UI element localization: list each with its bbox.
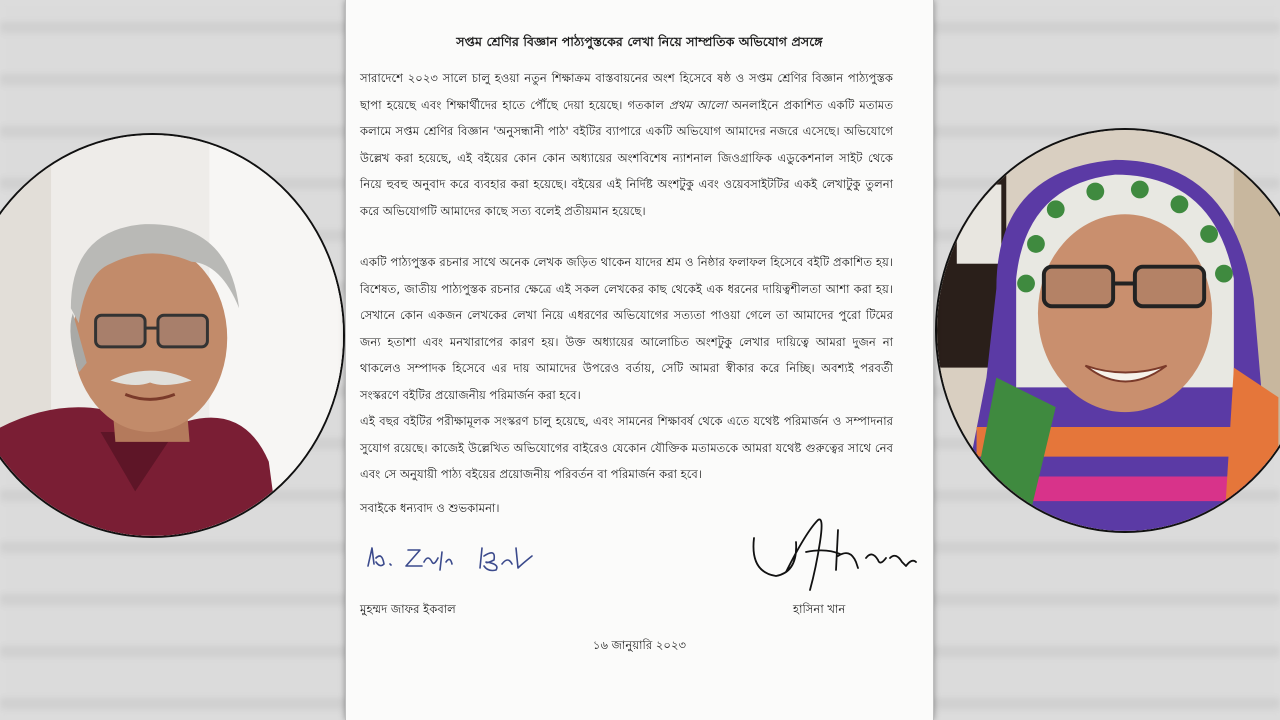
paragraph-1 (360, 65, 893, 225)
paragraph-4: সবাইকে ধন্যবাদ ও শুভকামনা। (360, 501, 500, 515)
paragraph-3: এই বছর বইটির পরীক্ষামূলক সংস্করণ চালু হয়েছে, এবং সামনের শিক্ষাবর্ষ থেকে এতে যথেষ্ট পরিমার্জন ও সম্পাদনার সুযোগ রয়েছে। কাজেই উল্লেখিত অভিযোগের বাইরেও যেকোন যৌক্তিক মতামতকে আমরা যথেষ্ট গুরুত্বের সাথে নেব এবং সে অনুযায়ী পাঠ্য বইয়ের প্রয়োজনীয় পরিবর্তন বা পরিমার্জন করা হবে। (360, 414, 893, 482)
newspaper-name: প্রথম আলো (669, 97, 727, 112)
paragraph-1-part-a: সারাদেশে ২০২৩ সালে চালু হওয়া নতুন শিক্ষাক্রম বাস্তবায়নের অংশ হিসেবে ষষ্ঠ ও সপ্তম শ্রেণির বিজ্ঞান পাঠ্যপুস্তক ছাপা হয়েছে এবং শিক্ষার্থীদের হাতে পৌঁছে দেয়া হয়েছে। গতকাল (360, 71, 893, 112)
signature-right (746, 512, 926, 592)
paragraph-2: একটি পাঠ্যপুস্তক রচনার সাথে অনেক লেখক জড়িত থাকেন যাদের শ্রম ও নিষ্ঠার ফলাফল হিসেবে বইটি প্রকাশিত হয়। বিশেষত, জাতীয় পাঠ্যপুস্তক রচনার ক্ষেত্রে এই সকল লেখকের কাছ থেকেই এক ধরনের দায়িত্বশীলতা আশা করা হয়। সেখানে কোন একজন লেখকের লেখা নিয়ে এধরণের অভিযোগের সত্যতা পাওয়া গেলে তা আমাদের পুরো টিমের জন্য হতাশা এবং মনখারাপের কারণ হয়। উক্ত অধ্যায়ের আলোচিত অংশটুকু লেখার দায়িত্বে আমরা দুজন না থাকলেও সম্পাদক হিসেবে এর দায় আমাদের উপরেও বর্তায়, সেটি আমরা স্বীকার করে নিচ্ছি। অবশ্যই পরবর্তী সংস্করণে বইটির প্রয়োজনীয় পরিমার্জন করা হবে। (360, 255, 893, 402)
document-date: ১৬ জানুয়ারি ২০২৩ (592, 638, 687, 652)
signature-left (362, 534, 552, 582)
statement-document (345, 0, 934, 720)
document-title: সপ্তম শ্রেণির বিজ্ঞান পাঠ্যপুস্তকের লেখা নিয়ে সাম্প্রতিক অভিযোগ প্রসঙ্গে (456, 34, 823, 49)
signer-name-right: হাসিনা খান (793, 602, 846, 616)
portrait-right-illustration (937, 130, 1280, 531)
signature-right-drawing (746, 512, 926, 592)
signature-left-drawing (362, 534, 552, 582)
paragraph-1-part-b: অনলাইনে প্রকাশিত একটি মতামত কলামে সপ্তম শ্রেণির বিজ্ঞান 'অনুসন্ধানী পাঠ' বইটির ব্যাপারে একটি অভিযোগ আমাদের নজরে এসেছে। অভিযোগে উল্লেখ করা হয়েছে, এই বইয়ের কোন কোন অধ্যায়ের অংশবিশেষ ন্যাশনাল জিওগ্রাফিক এডুকেশনাল সাইট থেকে নিয়ে হুবহু অনুবাদ করে ব্যবহার করা হয়েছে। বইয়ের এই নির্দিষ্ট অংশটুকু এবং ওয়েবসাইটটির একই লেখাটুকু তুলনা করে অভিযোগটি আমাদের কাছে সত্য বলেই প্রতীয়মান হয়েছে। (360, 97, 894, 218)
signer-name-left: মুহম্মদ জাফর ইকবাল (360, 602, 456, 616)
